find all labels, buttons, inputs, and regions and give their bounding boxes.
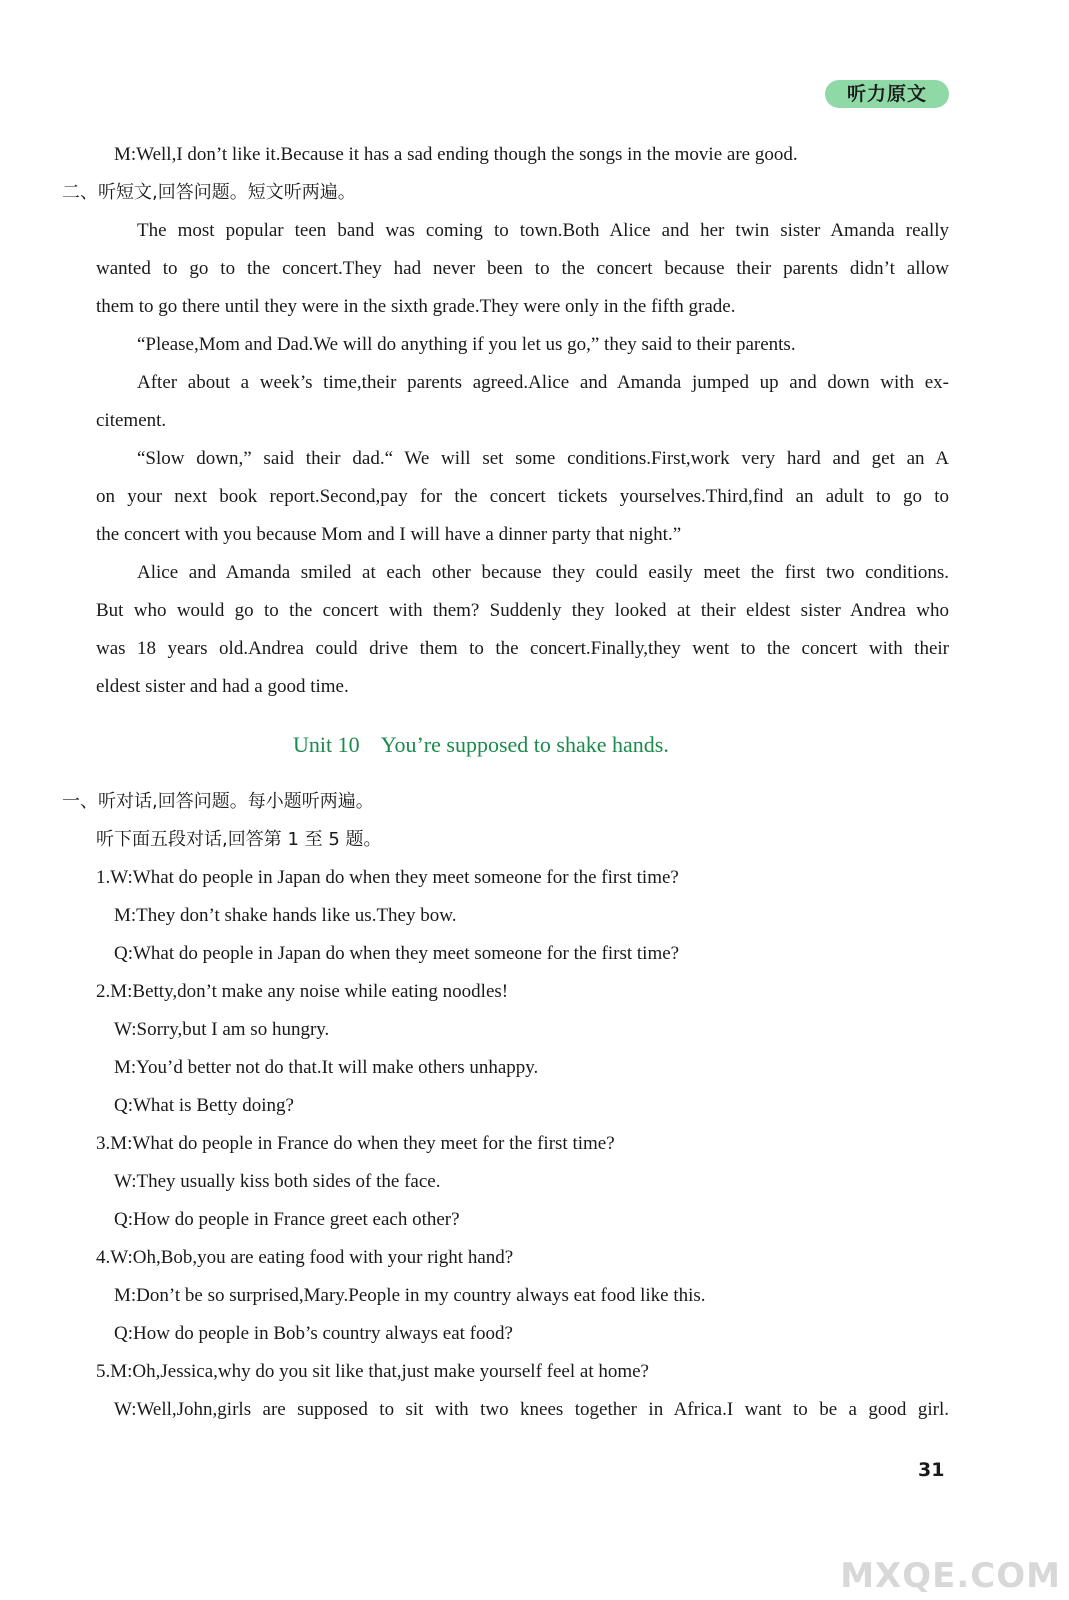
dialogue-line: M:They don’t shake hands like us.They bow.	[114, 905, 457, 926]
text-line: on your next book report.Second,pay for the concert tickets yourselves.Third,find an adult to go to	[96, 486, 949, 507]
text-line: them to go there until they were in the sixth grade.They were only in the fifth grade.	[96, 296, 736, 317]
dialogue-line: 3.M:What do people in France do when they meet for the first time?	[96, 1133, 615, 1154]
dialogue-line: W:They usually kiss both sides of the face.	[114, 1171, 441, 1192]
dialogue-line: W:Sorry,but I am so hungry.	[114, 1019, 330, 1040]
dialogue-line: Q:How do people in Bob’s country always eat food?	[114, 1323, 513, 1344]
unit-title: Unit 10 You’re supposed to shake hands.	[293, 732, 669, 757]
text-line: the concert with you because Mom and I will have a dinner party that night.”	[96, 524, 682, 545]
text-line: “Please,Mom and Dad.We will do anything if you let us go,” they said to their parents.	[137, 334, 796, 355]
dialogue-line: Q:What do people in Japan do when they meet someone for the first time?	[114, 943, 680, 964]
text-line: But who would go to the concert with them? Suddenly they looked at their eldest sister Andrea who	[96, 600, 949, 621]
watermark: MXQE.COM	[840, 1556, 1061, 1596]
dialogue-line: M:Don’t be so surprised,Mary.People in my country always eat food like this.	[114, 1285, 706, 1306]
dialogue-line: 1.W:What do people in Japan do when they meet someone for the first time?	[96, 867, 679, 888]
dialogue-line: M:You’d better not do that.It will make others unhappy.	[114, 1057, 539, 1078]
dialogue-line: Q:What is Betty doing?	[114, 1095, 294, 1116]
section-tab: 听力原文	[825, 80, 949, 108]
dialogue-line: Q:How do people in France greet each other?	[114, 1209, 460, 1230]
text-line: The most popular teen band was coming to town.Both Alice and her twin sister Amanda really	[137, 220, 949, 241]
text-line: citement.	[96, 410, 167, 431]
text-line: M:Well,I don’t like it.Because it has a sad ending though the songs in the movie are good.	[114, 144, 798, 165]
dialogue-line: W:Well,John,girls are supposed to sit with two knees together in Africa.I want to be a good girl.	[114, 1399, 949, 1420]
text-line: After about a week’s time,their parents agreed.Alice and Amanda jumped up and down with ex-	[137, 372, 949, 393]
section-heading: 一、听对话,回答问题。每小题听两遍。	[62, 791, 374, 812]
section-heading: 二、听短文,回答问题。短文听两遍。	[62, 182, 356, 203]
text-line: “Slow down,” said their dad.“ We will set some conditions.First,work very hard and get an A	[137, 448, 949, 469]
dialogue-line: 4.W:Oh,Bob,you are eating food with your right hand?	[96, 1247, 514, 1268]
dialogue-line: 5.M:Oh,Jessica,why do you sit like that,just make yourself feel at home?	[96, 1361, 649, 1382]
text-line: Alice and Amanda smiled at each other because they could easily meet the first two conditions.	[137, 562, 949, 583]
instruction-line: 听下面五段对话,回答第 1 至 5 题。	[96, 829, 382, 850]
text-line: wanted to go to the concert.They had never been to the concert because their parents didn’t allow	[96, 258, 949, 279]
text-line: was 18 years old.Andrea could drive them to the concert.Finally,they went to the concert with their	[96, 638, 949, 659]
dialogue-line: 2.M:Betty,don’t make any noise while eating noodles!	[96, 981, 509, 1002]
page-number: 31	[918, 1459, 945, 1481]
text-line: eldest sister and had a good time.	[96, 676, 349, 697]
